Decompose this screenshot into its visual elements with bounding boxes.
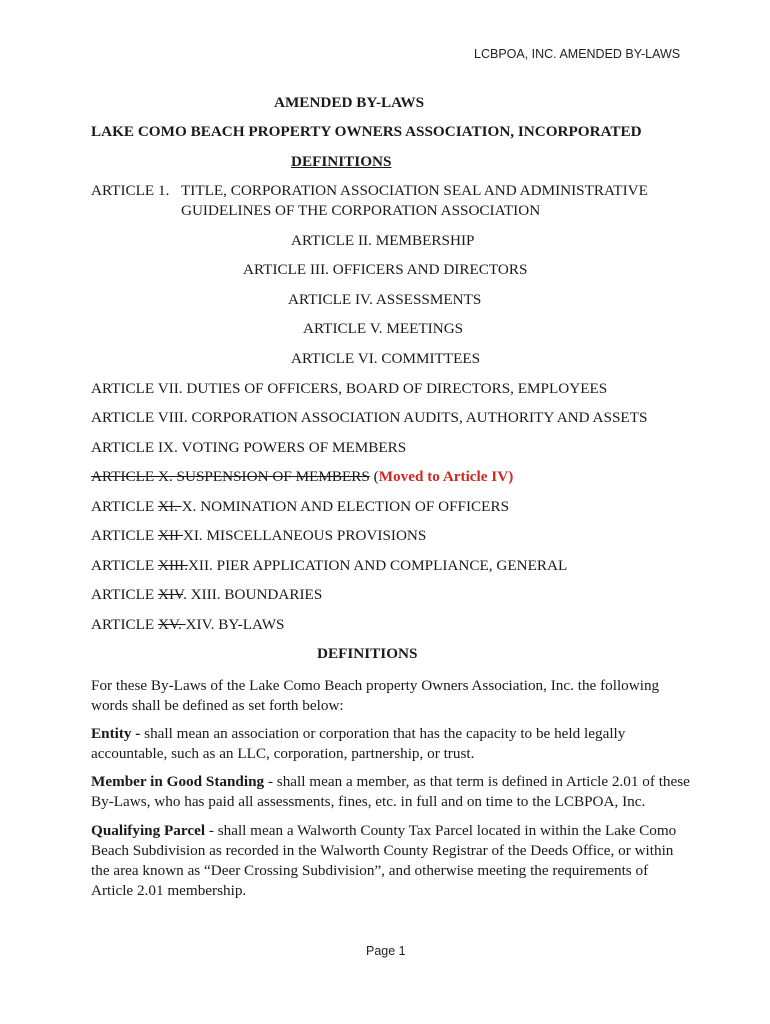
running-header: LCBPOA, INC. AMENDED BY-LAWS <box>474 47 681 61</box>
page-number: Page 1 <box>366 944 406 958</box>
document-title: AMENDED BY-LAWS <box>274 94 425 111</box>
definition-parcel-text: - shall mean a Walworth County Tax Parcel located in within the Lake Como Beach Subdivision as recorded in the Walworth County Registrar of the Deeds Office, or within the area known as “Deer Crossing Subdivision”, and otherwise meeting the requirements of Article 2.01 membership. <box>91 822 677 899</box>
definition-entity-text: shall mean an association or corporation that has the capacity to be held legally accountable, such as an LLC, corporation, partnership, or trust. <box>91 725 626 762</box>
article-prefix: ARTICLE <box>91 557 159 574</box>
term-qualifying-parcel: Qualifying Parcel <box>91 822 206 839</box>
struck-text: ARTICLE X. SUSPENSION OF MEMBERS <box>91 468 370 485</box>
toc-article-6: ARTICLE VI. COMMITTEES <box>291 350 481 367</box>
toc-article-1-title-cont: GUIDELINES OF THE CORPORATION ASSOCIATION <box>181 202 541 219</box>
term-entity: Entity - <box>91 725 145 742</box>
new-title: X. NOMINATION AND ELECTION OF OFFICERS <box>181 498 510 515</box>
toc-article-15 <box>91 616 285 634</box>
moved-note: Moved to Article IV <box>378 468 509 485</box>
struck-numeral: XV. <box>158 616 186 633</box>
toc-article-3: ARTICLE III. OFFICERS AND DIRECTORS <box>243 261 528 278</box>
article-prefix: ARTICLE <box>91 527 159 544</box>
definitions-heading: DEFINITIONS <box>317 645 418 662</box>
toc-article-2: ARTICLE II. MEMBERSHIP <box>291 232 475 249</box>
new-title: XII. PIER APPLICATION AND COMPLIANCE, GENERAL <box>187 557 568 574</box>
toc-article-7: ARTICLE VII. DUTIES OF OFFICERS, BOARD OF DIRECTORS, EMPLOYEES <box>91 380 608 397</box>
toc-article-10 <box>91 468 513 486</box>
toc-article-1-label: ARTICLE 1. <box>91 182 170 199</box>
toc-article-11 <box>91 498 509 516</box>
paren-close: ) <box>508 468 514 485</box>
definition-member-good-standing <box>91 772 691 812</box>
article-prefix: ARTICLE <box>91 586 159 603</box>
toc-article-12 <box>91 527 426 545</box>
association-name: LAKE COMO BEACH PROPERTY OWNERS ASSOCIATION, INCORPORATED <box>91 123 642 140</box>
toc-article-5: ARTICLE V. MEETINGS <box>303 320 464 337</box>
paren-open: ( <box>369 468 379 485</box>
article-prefix: ARTICLE <box>91 616 159 633</box>
struck-numeral: XIII. <box>158 557 188 574</box>
definitions-link[interactable]: DEFINITIONS <box>291 153 392 170</box>
toc-article-1-title: TITLE, CORPORATION ASSOCIATION SEAL AND ADMINISTRATIVE <box>181 182 648 199</box>
toc-article-14 <box>91 586 322 604</box>
toc-article-13 <box>91 557 567 575</box>
definition-entity <box>91 724 691 764</box>
definitions-intro: For these By-Laws of the Lake Como Beach property Owners Association, Inc. the following words shall be defined as set forth below: <box>91 677 660 714</box>
toc-article-9: ARTICLE IX. VOTING POWERS OF MEMBERS <box>91 439 407 456</box>
struck-numeral: XIV <box>158 586 184 603</box>
term-member-good-standing: Member in Good Standing <box>91 773 265 790</box>
article-prefix: ARTICLE <box>91 498 159 515</box>
toc-article-8: ARTICLE VIII. CORPORATION ASSOCIATION AUDITS, AUTHORITY AND ASSETS <box>91 409 648 426</box>
new-title: . XIII. BOUNDARIES <box>183 586 323 603</box>
struck-numeral: XII <box>158 527 183 544</box>
definition-member-text: - shall mean a member, as that term is defined in Article 2.01 of these By-Laws, who has paid all assessments, fines, etc. in full and on time to the LCBPOA, Inc. <box>91 773 690 810</box>
definition-qualifying-parcel <box>91 821 691 901</box>
new-title: XI. MISCELLANEOUS PROVISIONS <box>182 527 427 544</box>
new-title: XIV. BY-LAWS <box>185 616 285 633</box>
struck-numeral: XI. <box>158 498 182 515</box>
toc-article-4: ARTICLE IV. ASSESSMENTS <box>288 291 482 308</box>
